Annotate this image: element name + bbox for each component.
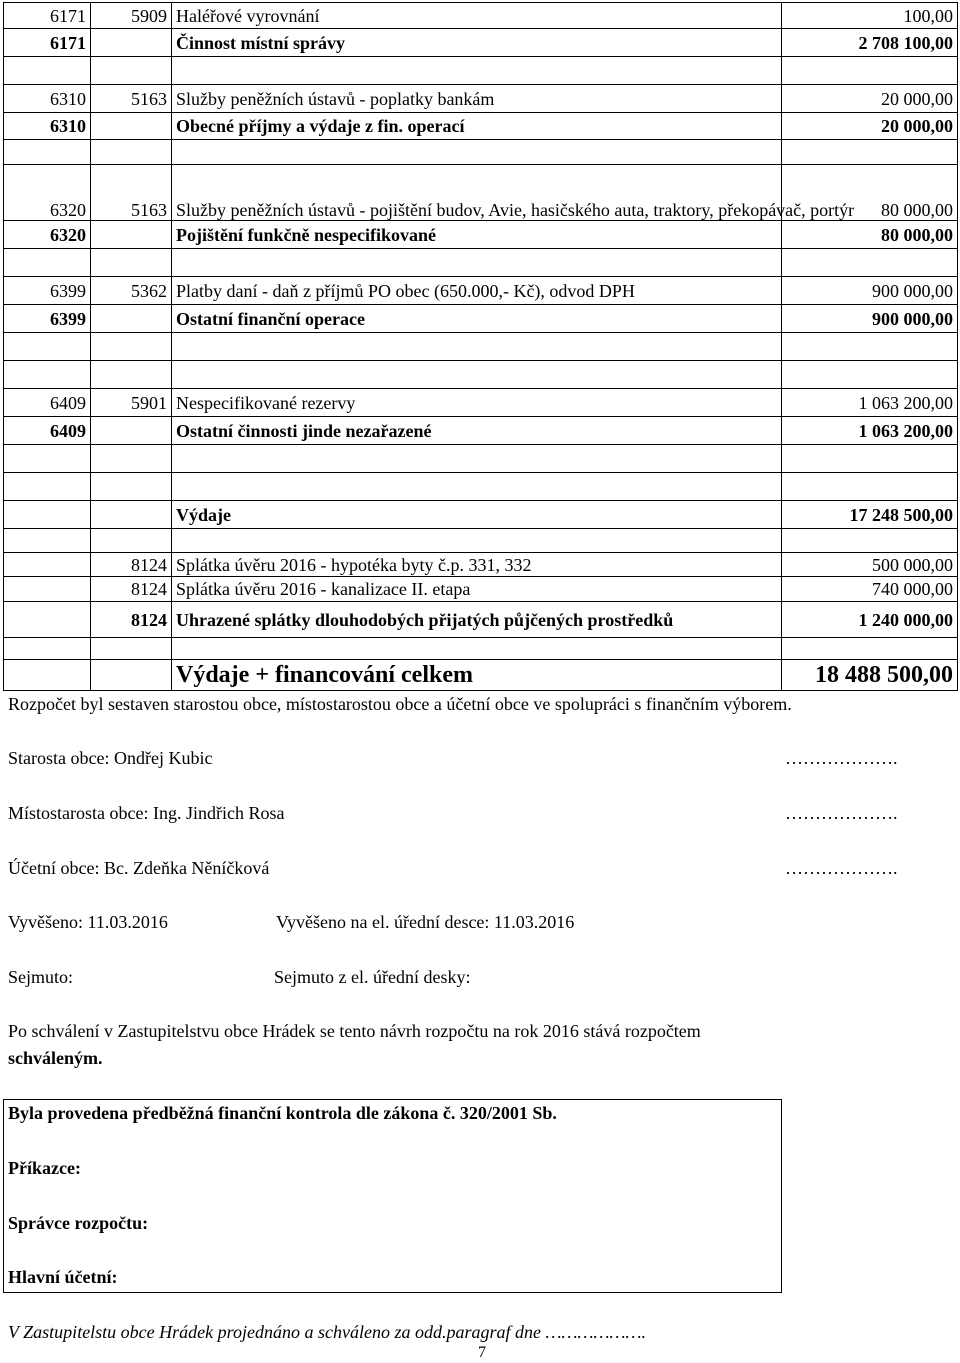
item-cell — [91, 638, 172, 660]
amount-cell — [782, 57, 958, 85]
amount-cell — [782, 445, 958, 473]
paragraph-cell: 6320 — [4, 165, 91, 221]
paragraph-cell — [4, 57, 91, 85]
description-cell — [172, 333, 782, 361]
item-cell — [91, 113, 172, 140]
item-cell — [91, 501, 172, 529]
table-row — [4, 361, 958, 389]
paragraph-cell — [4, 501, 91, 529]
description-cell — [172, 57, 782, 85]
item-cell: 8124 — [91, 577, 172, 602]
table-row — [4, 57, 958, 85]
amount-cell: 500 000,00 — [782, 553, 958, 577]
signature-mayor: Starosta obce: Ondřej Kubic — [8, 748, 213, 768]
posted-date: Vyvěšeno: 11.03.2016 — [8, 912, 168, 932]
paragraph-cell — [4, 638, 91, 660]
amount-cell — [782, 361, 958, 389]
table-row — [4, 553, 958, 577]
paragraph-cell — [4, 577, 91, 602]
amount-cell: 740 000,00 — [782, 577, 958, 602]
description-cell: Výdaje + financování celkem — [172, 660, 782, 691]
item-cell — [91, 417, 172, 445]
paragraph-cell — [4, 660, 91, 691]
amount-cell: 900 000,00 — [782, 277, 958, 305]
page-number: 7 — [478, 1344, 486, 1361]
item-cell: 5362 — [91, 277, 172, 305]
paragraph-cell — [4, 445, 91, 473]
table-row — [4, 389, 958, 417]
table-row — [4, 529, 958, 553]
description-cell — [172, 361, 782, 389]
amount-cell: 20 000,00 — [782, 85, 958, 113]
item-cell: 5163 — [91, 165, 172, 221]
amount-cell: 20 000,00 — [782, 113, 958, 140]
item-cell — [91, 473, 172, 501]
item-cell: 5901 — [91, 389, 172, 417]
item-cell: 8124 — [91, 553, 172, 577]
paragraph-cell: 6320 — [4, 221, 91, 249]
paragraph-cell: 6171 — [4, 3, 91, 29]
paragraph-cell — [4, 249, 91, 277]
item-cell — [91, 57, 172, 85]
description-cell: Ostatní finanční operace — [172, 305, 782, 333]
table-row — [4, 165, 958, 221]
amount-cell — [782, 140, 958, 165]
description-cell — [172, 445, 782, 473]
table-row — [4, 85, 958, 113]
table-row — [4, 638, 958, 660]
item-cell: 5163 — [91, 85, 172, 113]
financial-control-box — [3, 1099, 782, 1293]
table-row — [4, 29, 958, 57]
amount-cell: 100,00 — [782, 3, 958, 29]
item-cell — [91, 660, 172, 691]
signature-accountant-dots: ………………. — [785, 858, 898, 878]
description-cell: Haléřové vyrovnání — [172, 3, 782, 29]
paragraph-cell: 6409 — [4, 417, 91, 445]
item-cell — [91, 140, 172, 165]
item-cell — [91, 249, 172, 277]
approval-text-end: schváleným. — [8, 1048, 103, 1068]
table-row — [4, 3, 958, 29]
paragraph-cell — [4, 602, 91, 638]
amount-cell: 900 000,00 — [782, 305, 958, 333]
item-cell — [91, 529, 172, 553]
paragraph-cell: 6310 — [4, 113, 91, 140]
description-cell: Ostatní činnosti jinde nezařazené — [172, 417, 782, 445]
item-cell — [91, 221, 172, 249]
amount-cell: 17 248 500,00 — [782, 501, 958, 529]
label-prikazce: Příkazce: — [8, 1158, 81, 1178]
amount-cell — [782, 473, 958, 501]
item-cell — [91, 305, 172, 333]
paragraph-cell — [4, 333, 91, 361]
description-cell: Uhrazené splátky dlouhodobých přijatých půjčených prostředků — [172, 602, 782, 638]
signature-deputy-dots: ………………. — [785, 803, 898, 823]
description-cell — [172, 473, 782, 501]
amount-cell: 1 063 200,00 — [782, 417, 958, 445]
table-row — [4, 249, 958, 277]
label-spravce-rozpoctu: Správce rozpočtu: — [8, 1213, 149, 1233]
financial-control-title: Byla provedena předběžná finanční kontrola dle zákona č. 320/2001 Sb. — [8, 1103, 557, 1123]
description-cell: Výdaje — [172, 501, 782, 529]
description-cell: Splátka úvěru 2016 - kanalizace II. etapa — [172, 577, 782, 602]
item-cell — [91, 445, 172, 473]
table-row — [4, 113, 958, 140]
paragraph-cell — [4, 361, 91, 389]
table-row — [4, 445, 958, 473]
table-row — [4, 473, 958, 501]
table-row — [4, 277, 958, 305]
description-cell: Obecné příjmy a výdaje z fin. operací — [172, 113, 782, 140]
description-cell: Služby peněžních ústavů - pojištění budov, Avie, hasičského auta, traktory, překopávač, portýr — [172, 165, 782, 221]
description-cell: Nespecifikované rezervy — [172, 389, 782, 417]
table-row — [4, 417, 958, 445]
table-row — [4, 602, 958, 638]
table-row — [4, 577, 958, 602]
table-row — [4, 221, 958, 249]
paragraph-cell — [4, 529, 91, 553]
amount-cell — [782, 333, 958, 361]
amount-cell: 80 000,00 — [782, 221, 958, 249]
amount-cell: 1 240 000,00 — [782, 602, 958, 638]
paragraph-cell: 6310 — [4, 85, 91, 113]
signature-deputy: Místostarosta obce: Ing. Jindřich Rosa — [8, 803, 285, 823]
description-cell — [172, 140, 782, 165]
posted-board-date: Vyvěšeno na el. úřední desce: 11.03.2016 — [276, 912, 575, 932]
amount-cell: 2 708 100,00 — [782, 29, 958, 57]
table-row — [4, 501, 958, 529]
description-cell — [172, 638, 782, 660]
table-row — [4, 660, 958, 691]
amount-cell — [782, 638, 958, 660]
label-hlavni-ucetni: Hlavní účetní: — [8, 1267, 118, 1287]
paragraph-cell: 6171 — [4, 29, 91, 57]
paragraph-cell — [4, 553, 91, 577]
paragraph-cell — [4, 140, 91, 165]
item-cell — [91, 333, 172, 361]
budget-table — [3, 2, 958, 691]
footer-note: V Zastupitelstu obce Hrádek projednáno a schváleno za odd.paragraf dne ………………. — [8, 1322, 646, 1342]
paragraph-cell: 6399 — [4, 305, 91, 333]
description-cell: Splátka úvěru 2016 - hypotéka byty č.p. 331, 332 — [172, 553, 782, 577]
paragraph-cell — [4, 473, 91, 501]
approval-text: Po schválení v Zastupitelstvu obce Hrádek se tento návrh rozpočtu na rok 2016 stává rozpočtem — [8, 1021, 701, 1041]
item-cell: 5909 — [91, 3, 172, 29]
table-row — [4, 140, 958, 165]
item-cell: 8124 — [91, 602, 172, 638]
removed-date: Sejmuto: — [8, 967, 74, 987]
amount-cell: 1 063 200,00 — [782, 389, 958, 417]
amount-cell: 18 488 500,00 — [782, 660, 958, 691]
item-cell — [91, 361, 172, 389]
amount-cell: 80 000,00 — [782, 165, 958, 221]
signature-accountant: Účetní obce: Bc. Zdeňka Něníčková — [8, 858, 270, 878]
table-row — [4, 333, 958, 361]
removed-board-date: Sejmuto z el. úřední desky: — [274, 967, 471, 987]
table-row — [4, 305, 958, 333]
description-cell: Činnost místní správy — [172, 29, 782, 57]
paragraph-cell: 6409 — [4, 389, 91, 417]
item-cell — [91, 29, 172, 57]
description-cell: Platby daní - daň z příjmů PO obec (650.000,- Kč), odvod DPH — [172, 277, 782, 305]
description-cell: Pojištění funkčně nespecifikované — [172, 221, 782, 249]
amount-cell — [782, 529, 958, 553]
budget-statement: Rozpočet byl sestaven starostou obce, místostarostou obce a účetní obce ve spolupráci s finančním výborem. — [8, 694, 792, 714]
description-cell — [172, 529, 782, 553]
paragraph-cell: 6399 — [4, 277, 91, 305]
amount-cell — [782, 249, 958, 277]
signature-mayor-dots: ………………. — [785, 748, 898, 768]
description-cell — [172, 249, 782, 277]
description-cell: Služby peněžních ústavů - poplatky bankám — [172, 85, 782, 113]
